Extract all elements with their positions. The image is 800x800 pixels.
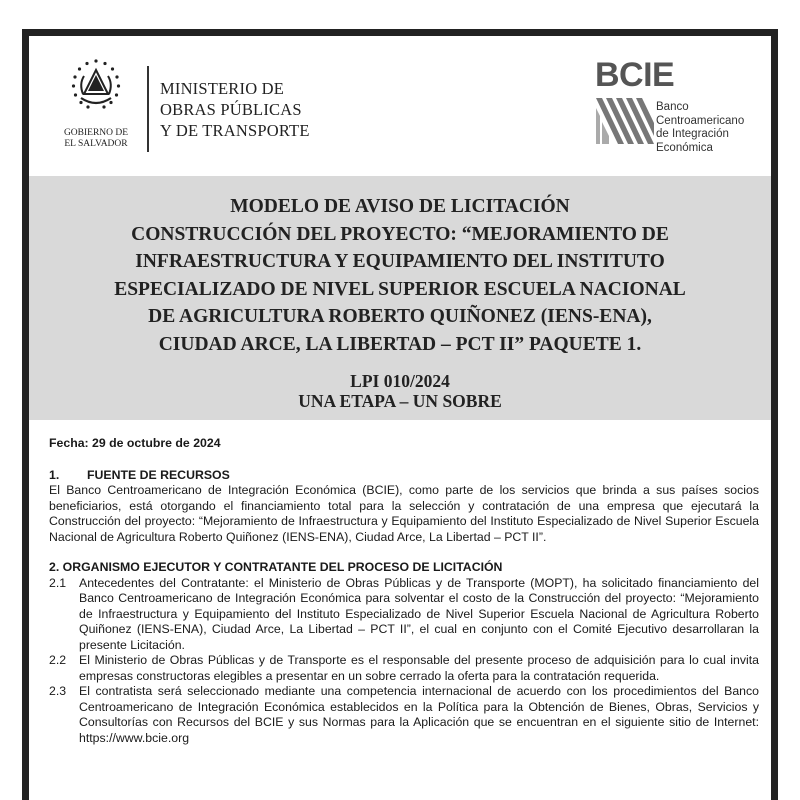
section-1-heading <box>49 468 759 484</box>
item-text: El Ministerio de Obras Públicas y de Transporte es el responsable del presente proceso de adquisición para lo cual invita empresas constructoras elegibles a presentar en un sobre cerrado la oferta para la contratación requerida. <box>79 653 759 683</box>
government-label-line1: GOBIERNO DE <box>63 128 129 138</box>
bcie-name-line4: Económica <box>656 141 713 154</box>
item-number: 2.3 <box>49 684 67 698</box>
ministry-line3: Y DE TRANSPORTE <box>160 121 310 140</box>
section-item-2-1 <box>49 576 759 654</box>
item-text: El contratista será seleccionado mediante una competencia internacional de acuerdo con los procedimientos del Banco Centroamericano de Integración Económica establecidos en la Política para la Obtención de Bienes, Obras, Servicios y Consultorías con Recursos del BCIE y sus Normas para la Aplicación que se encuentran en el siguiente sitio de Internet: https://www.bcie.org <box>79 684 759 745</box>
bcie-name-line2: Centroamericano <box>656 114 745 127</box>
header-divider <box>147 66 149 152</box>
title-line2: CONSTRUCCIÓN DEL PROYECTO: “MEJORAMIENTO DE <box>131 223 669 245</box>
ministry-line2: OBRAS PÚBLICAS <box>160 100 302 119</box>
bcie-wordmark: BCIE <box>595 56 675 94</box>
section-1-number: 1. <box>49 467 60 482</box>
bcie-name-line1: Banco <box>656 101 689 113</box>
government-label-line2: EL SALVADOR <box>64 139 128 149</box>
section-item-2-3 <box>49 684 759 746</box>
item-number: 2.2 <box>49 653 67 667</box>
section-1-title: FUENTE DE RECURSOS <box>87 467 230 482</box>
title-box <box>29 176 771 420</box>
document-page <box>22 29 778 800</box>
document-body <box>49 436 759 746</box>
document-date: Fecha: 29 de octubre de 2024 <box>49 436 221 450</box>
title-line3: INFRAESTRUCTURA Y EQUIPAMIENTO DEL INSTITUTO <box>135 251 665 272</box>
tender-code <box>29 371 771 411</box>
document-header <box>29 36 771 176</box>
title-line4: ESPECIALIZADO DE NIVEL SUPERIOR ESCUELA NACIONAL <box>114 278 686 300</box>
item-number: 2.1 <box>49 575 67 590</box>
title-line5: DE AGRICULTURA ROBERTO QUIÑONEZ (IENS-ENA), <box>148 306 652 327</box>
section-1-text: El Banco Centroamericano de Integración Económica (BCIE), como parte de los servicios que brinda a sus países socios beneficiarios, está otorgando el financiamiento total para la selección y contratación de una empresa que ejecutará la Construcción del proyecto: “Mejoramiento de Infraestructura y Equipamiento del Instituto Especializado de Nivel Superior Escuela Nacional de Agricultura Roberto Quiñonez (IENS-ENA), Ciudad Arce, La Libertad – PCT II”. <box>49 483 759 544</box>
ministry-name <box>160 78 310 141</box>
tender-modality: UNA ETAPA – UN SOBRE <box>298 391 502 411</box>
title-line6: CIUDAD ARCE, LA LIBERTAD – PCT II” PAQUETE 1. <box>158 333 642 355</box>
item-text: Antecedentes del Contratante: el Ministerio de Obras Públicas y de Transporte (MOPT), ha solicitado financiamiento del Banco Centroamericano de Integración Económica para solventar el costo de la Construcción del proyecto: “Mejoramiento de Infraestructura y Equipamiento del Instituto Especializado de Nivel Superior Escuela Nacional de Agricultura Roberto Quiñonez (IENS-ENA), Ciudad Arce, La Libertad – PCT II”, el cual en conjunto con el Comité Ejecutivo desarrollaran la presente Licitación. <box>79 575 759 652</box>
bcie-stripes-icon <box>596 98 654 144</box>
bcie-name-line3: de Integración <box>656 128 729 140</box>
bcie-full-name <box>656 101 744 155</box>
government-label <box>51 128 141 150</box>
title-line1: MODELO DE AVISO DE LICITACIÓN <box>230 196 570 217</box>
document-title <box>29 193 771 358</box>
bcie-logo <box>594 56 774 156</box>
el-salvador-coat-of-arms-icon <box>69 58 123 112</box>
tender-number: LPI 010/2024 <box>350 371 450 391</box>
section-2-heading: 2. ORGANISMO EJECUTOR Y CONTRATANTE DEL PROCESO DE LICITACIÓN <box>49 560 503 574</box>
ministry-line1: MINISTERIO DE <box>160 79 285 98</box>
section-item-2-2 <box>49 653 759 684</box>
